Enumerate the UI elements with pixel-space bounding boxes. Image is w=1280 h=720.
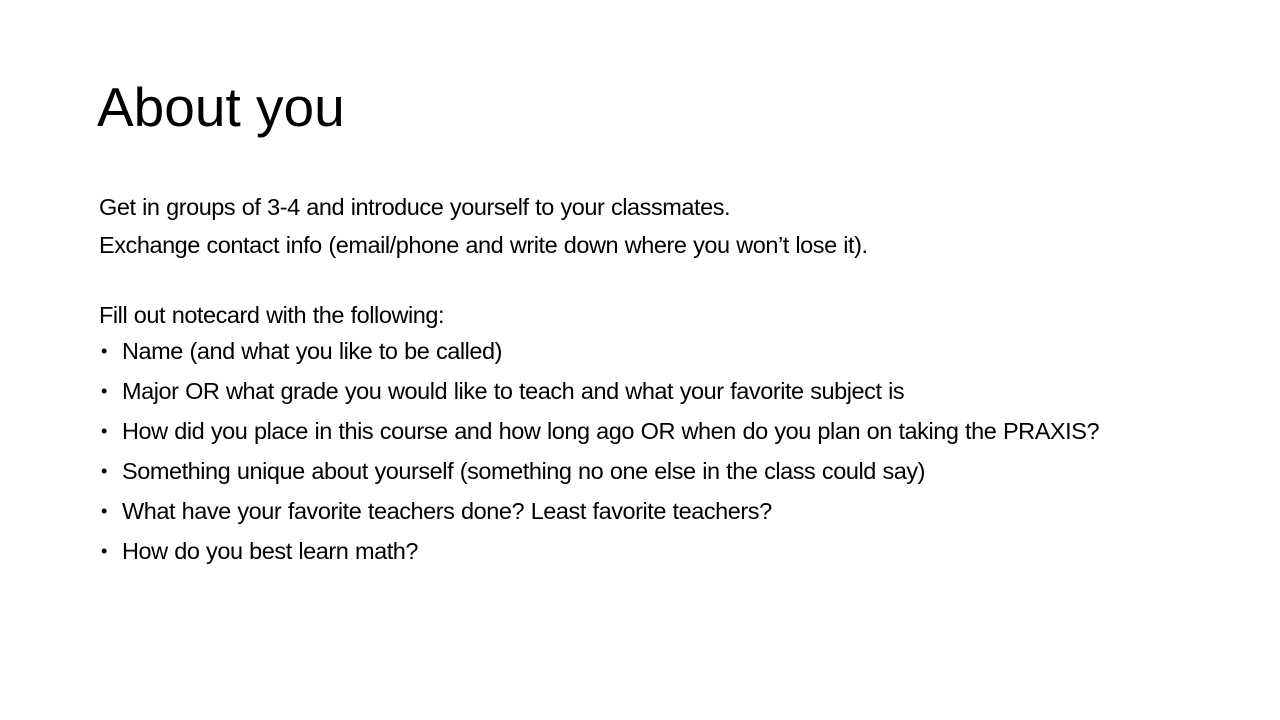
- intro-line-groups: Get in groups of 3-4 and introduce yourself to your classmates.: [99, 194, 731, 220]
- bullet-text: How do you best learn math?: [122, 538, 419, 564]
- slide-title: About you: [97, 76, 345, 138]
- bullet-icon: •: [101, 461, 107, 481]
- bullet-icon: •: [101, 381, 107, 401]
- list-item: [98, 379, 1218, 403]
- list-item: [98, 459, 1218, 483]
- bullet-text: Major OR what grade you would like to teach and what your favorite subject is: [122, 378, 905, 404]
- bullet-icon: •: [101, 541, 107, 561]
- bullet-text: Something unique about yourself (something no one else in the class could say): [122, 458, 926, 484]
- bullet-icon: •: [101, 421, 107, 441]
- list-item: [98, 499, 1218, 523]
- bullet-text: What have your favorite teachers done? Least favorite teachers?: [122, 498, 772, 524]
- notecard-bullet-list: [98, 339, 1218, 563]
- notecard-heading: Fill out notecard with the following:: [99, 302, 445, 328]
- list-item: [98, 539, 1218, 563]
- intro-line-contact: Exchange contact info (email/phone and write down where you won’t lose it).: [99, 232, 868, 258]
- bullet-text: How did you place in this course and how long ago OR when do you plan on taking the PRAXIS?: [122, 418, 1100, 444]
- list-item: [98, 339, 1218, 363]
- bullet-text: Name (and what you like to be called): [122, 338, 503, 364]
- list-item: [98, 419, 1218, 443]
- bullet-icon: •: [101, 501, 107, 521]
- bullet-icon: •: [101, 341, 107, 361]
- slide-body: [98, 192, 1218, 563]
